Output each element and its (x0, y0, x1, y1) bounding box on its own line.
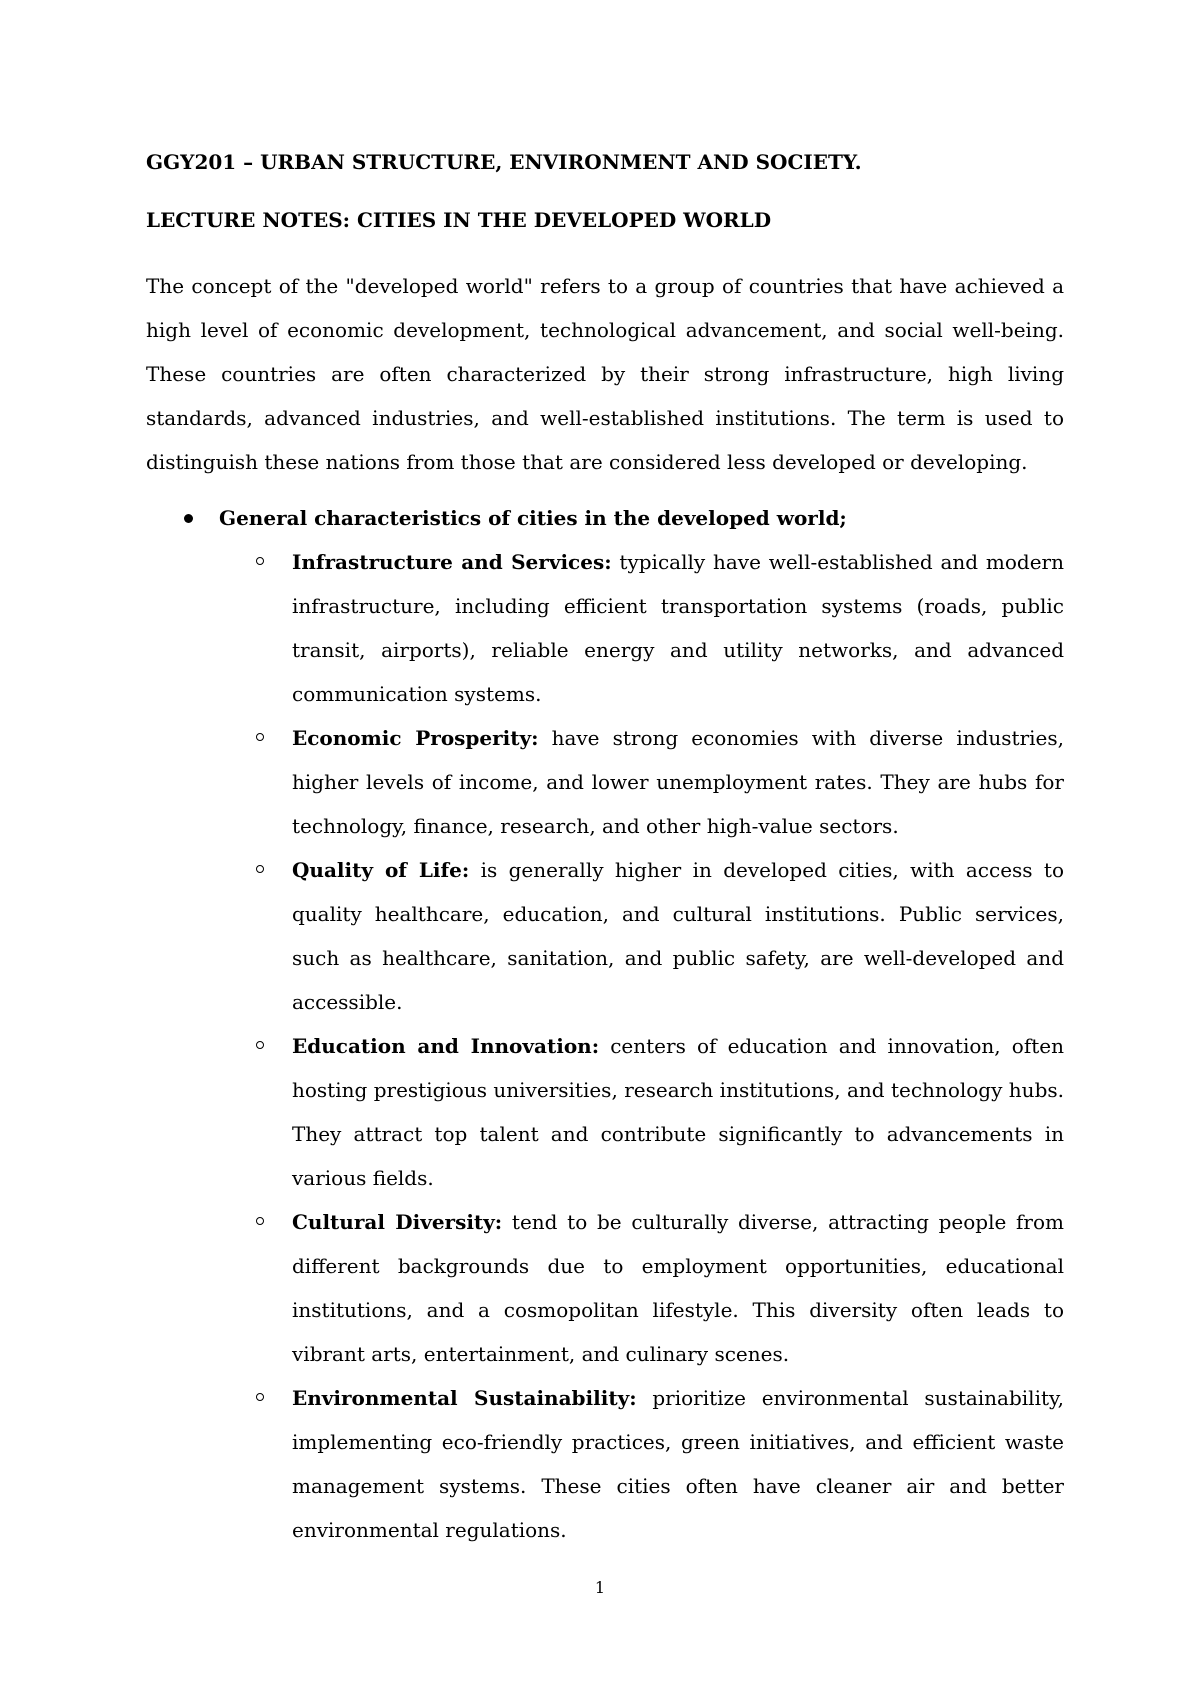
hollow-circle-bullet-icon (256, 1393, 264, 1401)
list-item (292, 540, 1064, 716)
page-number: 1 (594, 1578, 606, 1597)
intro-paragraph: The concept of the "developed world" refers to a group of countries that have achieved a high level of economic development, technological advancement, and social well-being. These countries are often characterized by their strong infrastructure, high living standards, advanced industries, and well-established institutions. The term is used to distinguish these nations from those that are considered less developed or developing. (146, 274, 1064, 474)
list-item (292, 716, 1064, 848)
item-term: Environmental Sustainability: (292, 1386, 637, 1410)
bullet-dot-icon (184, 514, 193, 523)
section-heading: General characteristics of cities in the developed world; (219, 506, 847, 530)
item-term: Infrastructure and Services: (292, 550, 612, 574)
characteristics-list (292, 540, 1064, 1552)
list-item (292, 1200, 1064, 1376)
item-term: Education and Innovation: (292, 1034, 600, 1058)
hollow-circle-bullet-icon (256, 865, 264, 873)
hollow-circle-bullet-icon (256, 557, 264, 565)
item-description: have strong economies with diverse industries, higher levels of income, and lower unemployment rates. They are hubs for technology, finance, research, and other high-value sectors. (292, 726, 1064, 838)
item-description: is generally higher in developed cities, with access to quality healthcare, education, and cultural institutions. Public services, such as healthcare, sanitation, and public safety, are well-developed and accessible. (292, 858, 1064, 1014)
item-term: Quality of Life: (292, 858, 470, 882)
list-item (292, 848, 1064, 1024)
list-item (292, 1024, 1064, 1200)
hollow-circle-bullet-icon (256, 1041, 264, 1049)
item-description: centers of education and innovation, often hosting prestigious universities, research institutions, and technology hubs. They attract top talent and contribute significantly to advancements in various fields. (292, 1034, 1064, 1190)
course-title: GGY201 – URBAN STRUCTURE, ENVIRONMENT AND SOCIETY. (146, 150, 862, 174)
item-description: tend to be culturally diverse, attracting people from different backgrounds due to employment opportunities, educational institutions, and a cosmopolitan lifestyle. This diversity often leads to vibrant arts, entertainment, and culinary scenes. (292, 1210, 1064, 1366)
item-description: prioritize environmental sustainability, implementing eco-friendly practices, green initiatives, and efficient waste management systems. These cities often have cleaner air and better environmental regulations. (292, 1386, 1065, 1542)
list-item (292, 1376, 1064, 1552)
item-term: Cultural Diversity: (292, 1210, 503, 1234)
lecture-title: LECTURE NOTES: CITIES IN THE DEVELOPED WORLD (146, 208, 772, 232)
hollow-circle-bullet-icon (256, 1217, 264, 1225)
item-term: Economic Prosperity: (292, 726, 539, 750)
item-description: typically have well-established and modern infrastructure, including efficient transportation systems (roads, public transit, airports), reliable energy and utility networks, and advanced communication systems. (292, 550, 1064, 706)
hollow-circle-bullet-icon (256, 733, 264, 741)
